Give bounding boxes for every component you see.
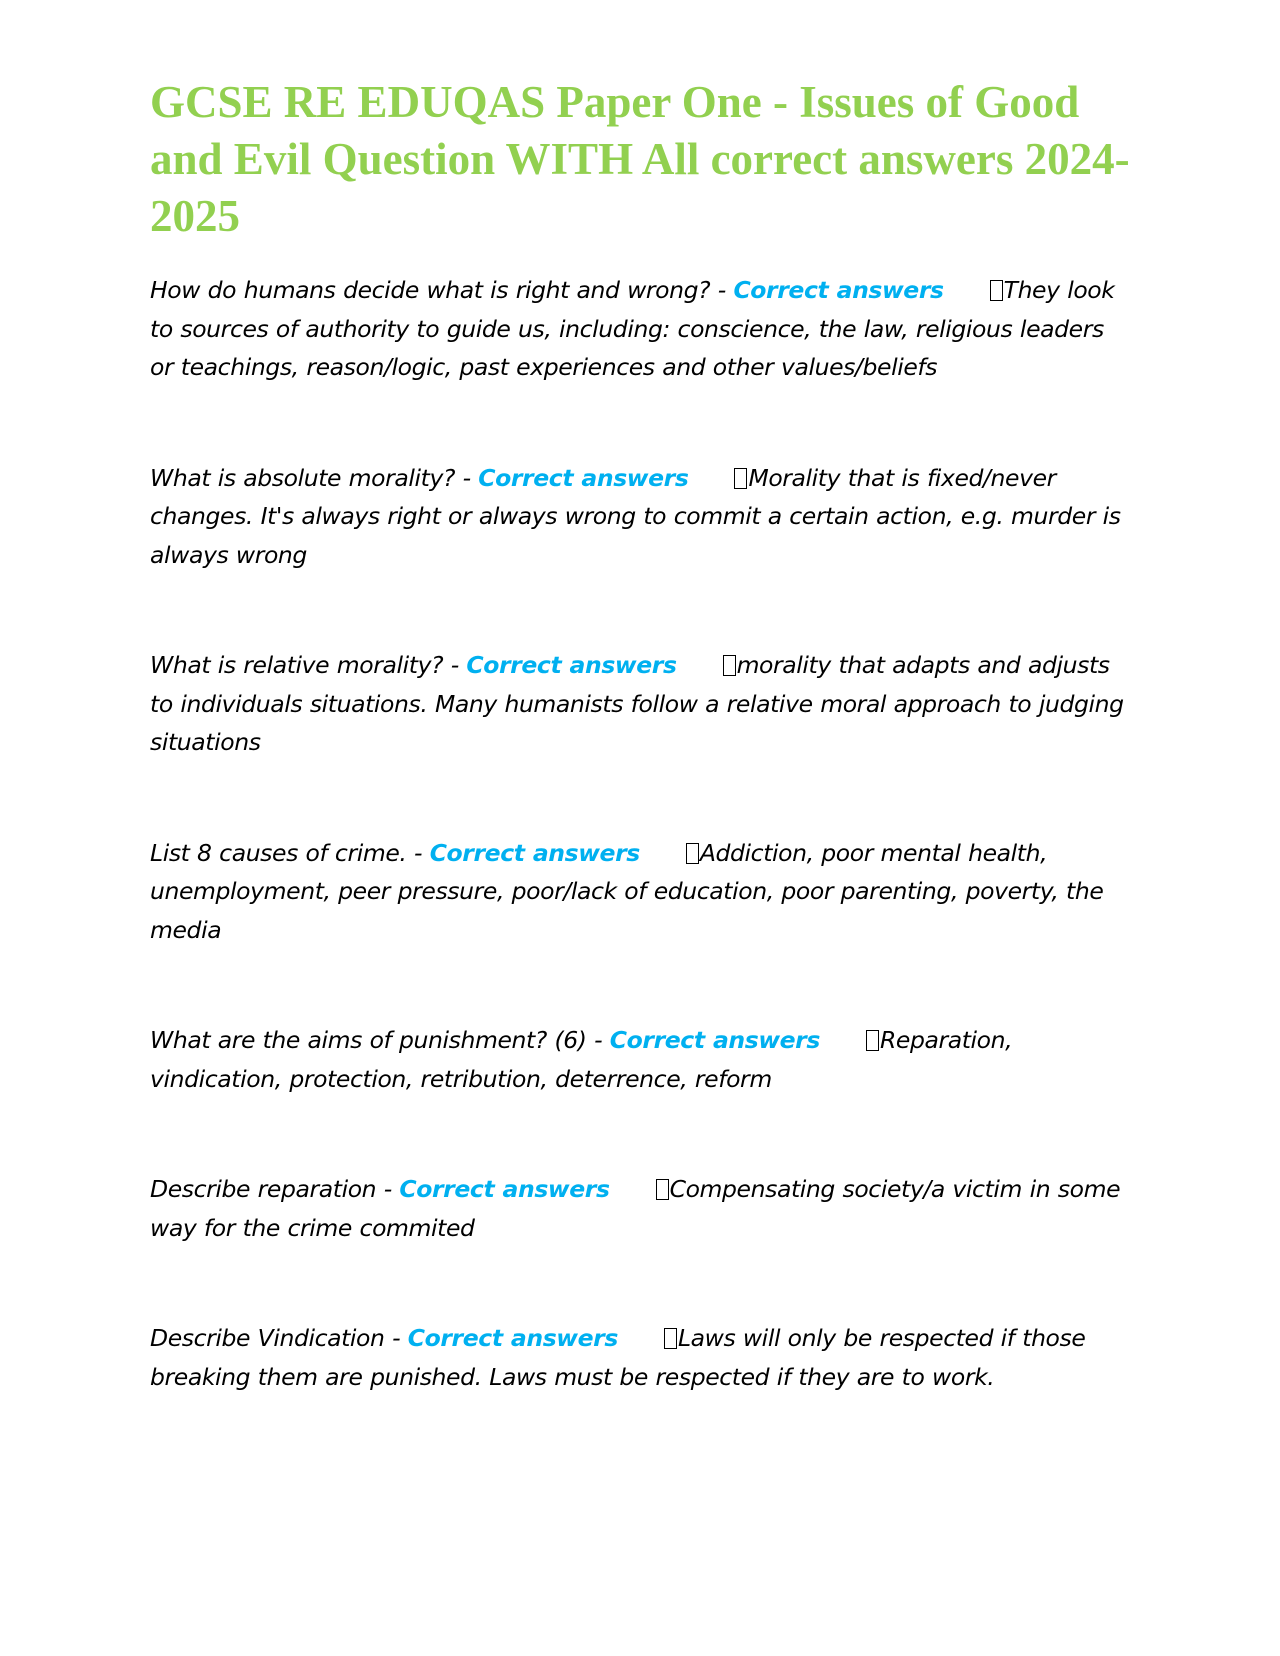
question-text: What is absolute morality? — [150, 463, 456, 492]
separator: - — [384, 1324, 408, 1352]
question-text: What are the aims of punishment? (6) — [150, 1026, 587, 1054]
qa-item — [150, 1021, 1132, 1098]
correct-answers-label: Correct answers — [399, 1175, 610, 1203]
question-text: List 8 causes of crime. — [150, 838, 407, 867]
qa-item — [150, 459, 1132, 575]
answer-text: Morality that is fixed/never changes. It's always right or always wrong to commit a certain action, e.g. murder is always wrong — [150, 463, 1121, 569]
qa-item — [150, 834, 1132, 950]
document-content — [150, 74, 1132, 1396]
answer-text: Reparation, vindication, protection, retribution, deterrence, reform — [150, 1026, 1013, 1093]
correct-answers-label: Correct answers — [466, 651, 677, 679]
missing-glyph-icon — [734, 468, 747, 489]
answer-text: Laws will only be respected if those breaking them are punished. Laws must be respected if they are to work. — [150, 1324, 1086, 1391]
missing-glyph-icon — [866, 1030, 879, 1051]
answer-text: They look to sources of authority to guide us, including: conscience, the law, religious leaders or teachings, reason/logic, past experiences and other values/beliefs — [150, 276, 1115, 381]
separator: - — [406, 838, 430, 867]
missing-glyph-icon — [664, 1328, 677, 1349]
document-title: GCSE RE EDUQAS Paper One - Issues of Good and Evil Question WITH All correct answers 2024-2025 — [150, 77, 1130, 241]
question-text: Describe Vindication — [150, 1324, 385, 1352]
separator: - — [443, 651, 467, 679]
question-text: How do humans decide what is right and wrong? — [150, 276, 711, 304]
correct-answers-label: Correct answers — [733, 276, 944, 304]
correct-answers-label: Correct answers — [478, 463, 689, 492]
missing-glyph-icon — [990, 280, 1003, 301]
question-text: What is relative morality? — [150, 651, 444, 679]
question-text: Describe reparation — [150, 1175, 377, 1203]
missing-glyph-icon — [723, 655, 736, 676]
answer-text: morality that adapts and adjusts to individuals situations. Many humanists follow a relative moral approach to judging situations — [150, 651, 1124, 756]
separator: - — [710, 276, 734, 304]
answer-text: Addiction, poor mental health, unemployment, peer pressure, poor/lack of education, poor parenting, poverty, the media — [150, 838, 1104, 944]
qa-item — [150, 646, 1132, 762]
qa-item — [150, 1170, 1132, 1247]
separator: - — [376, 1175, 400, 1203]
missing-glyph-icon — [656, 1179, 669, 1200]
answer-text: Compensating society/a victim in some way for the crime commited — [150, 1175, 1121, 1242]
missing-glyph-icon — [686, 843, 699, 864]
separator: - — [455, 463, 479, 492]
correct-answers-label: Correct answers — [429, 838, 640, 867]
qa-item — [150, 271, 1132, 387]
qa-item — [150, 1319, 1132, 1396]
correct-answers-label: Correct answers — [407, 1324, 618, 1352]
correct-answers-label: Correct answers — [609, 1026, 820, 1054]
separator: - — [586, 1026, 610, 1054]
